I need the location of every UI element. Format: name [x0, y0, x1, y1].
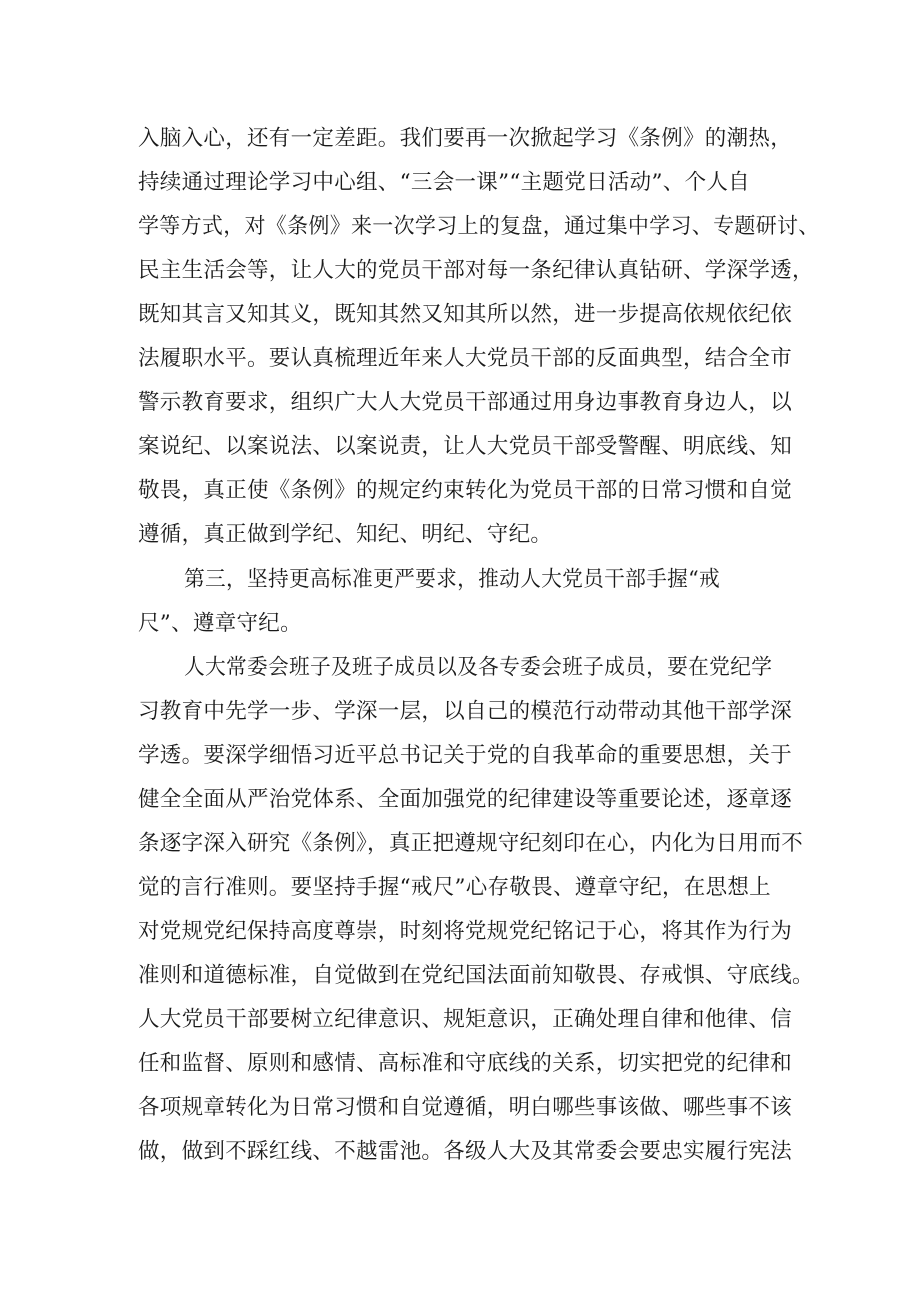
text-line: 民主生活会等，让人大的党员干部对每一条纪律认真钻研、学深学透，: [138, 258, 814, 283]
text-line: 学透。要深学细悟习近平总书记关于党的自我革命的重要思想，关于: [138, 743, 793, 768]
text-line: 人大党员干部要树立纪律意识、规矩意识，正确处理自律和他律、信: [138, 1007, 793, 1032]
text-line: 既知其言又知其义，既知其然又知其所以然，进一步提高依规依纪依: [138, 302, 793, 327]
text-line: 人大常委会班子及班子成员以及各专委会班子成员，要在党纪学: [184, 655, 773, 680]
text-line: 遵循，真正做到学纪、知纪、明纪、守纪。: [138, 522, 553, 547]
text-line: 准则和道德标准，自觉做到在党纪国法面前知敬畏、存戒惧、守底线。: [138, 963, 814, 988]
text-line: 持续通过理论学习中心组、“三会一课”“主题党日活动”、个人自: [138, 170, 750, 195]
text-line: 入脑入心，还有一定差距。我们要再一次掀起学习《条例》的潮热，: [138, 126, 793, 151]
text-line: 觉的言行准则。要坚持手握“戒尺”心存敬畏、遵章守纪，在思想上: [138, 875, 771, 900]
text-line: 习教育中先学一步、学深一层，以自己的模范行动带动其他干部学深: [138, 699, 793, 724]
text-line: 案说纪、以案说法、以案说责，让人大党员干部受警醒、明底线、知: [138, 434, 793, 459]
text-line: 各项规章转化为日常习惯和自觉遵循，明白哪些事该做、哪些事不该: [138, 1095, 793, 1120]
section-heading-line: 尺”、遵章守纪。: [138, 611, 302, 636]
text-line: 警示教育要求，组织广大人大党员干部通过用身边事教育身边人，以: [138, 390, 793, 415]
text-line: 条逐字深入研究《条例》，真正把遵规守纪刻印在心，内化为日用而不: [138, 831, 804, 856]
text-line: 学等方式，对《条例》来一次学习上的复盘，通过集中学习、专题研讨、: [138, 214, 820, 239]
text-line: 法履职水平。要认真梳理近年来人大党员干部的反面典型，结合全市: [138, 346, 793, 371]
section-heading-line: 第三，坚持更高标准更严要求，推动人大党员干部手握“戒: [184, 567, 721, 592]
text-line: 任和监督、原则和感情、高标准和守底线的关系，切实把党的纪律和: [138, 1051, 793, 1076]
text-line: 健全全面从严治党体系、全面加强党的纪律建设等重要论述，逐章逐: [138, 787, 793, 812]
text-line: 对党规党纪保持高度尊崇，时刻将党规党纪铭记于心，将其作为行为: [138, 919, 793, 944]
text-line: 做，做到不踩红线、不越雷池。各级人大及其常委会要忠实履行宪法: [138, 1139, 793, 1164]
text-line: 敬畏，真正使《条例》的规定约束转化为党员干部的日常习惯和自觉: [138, 478, 793, 503]
